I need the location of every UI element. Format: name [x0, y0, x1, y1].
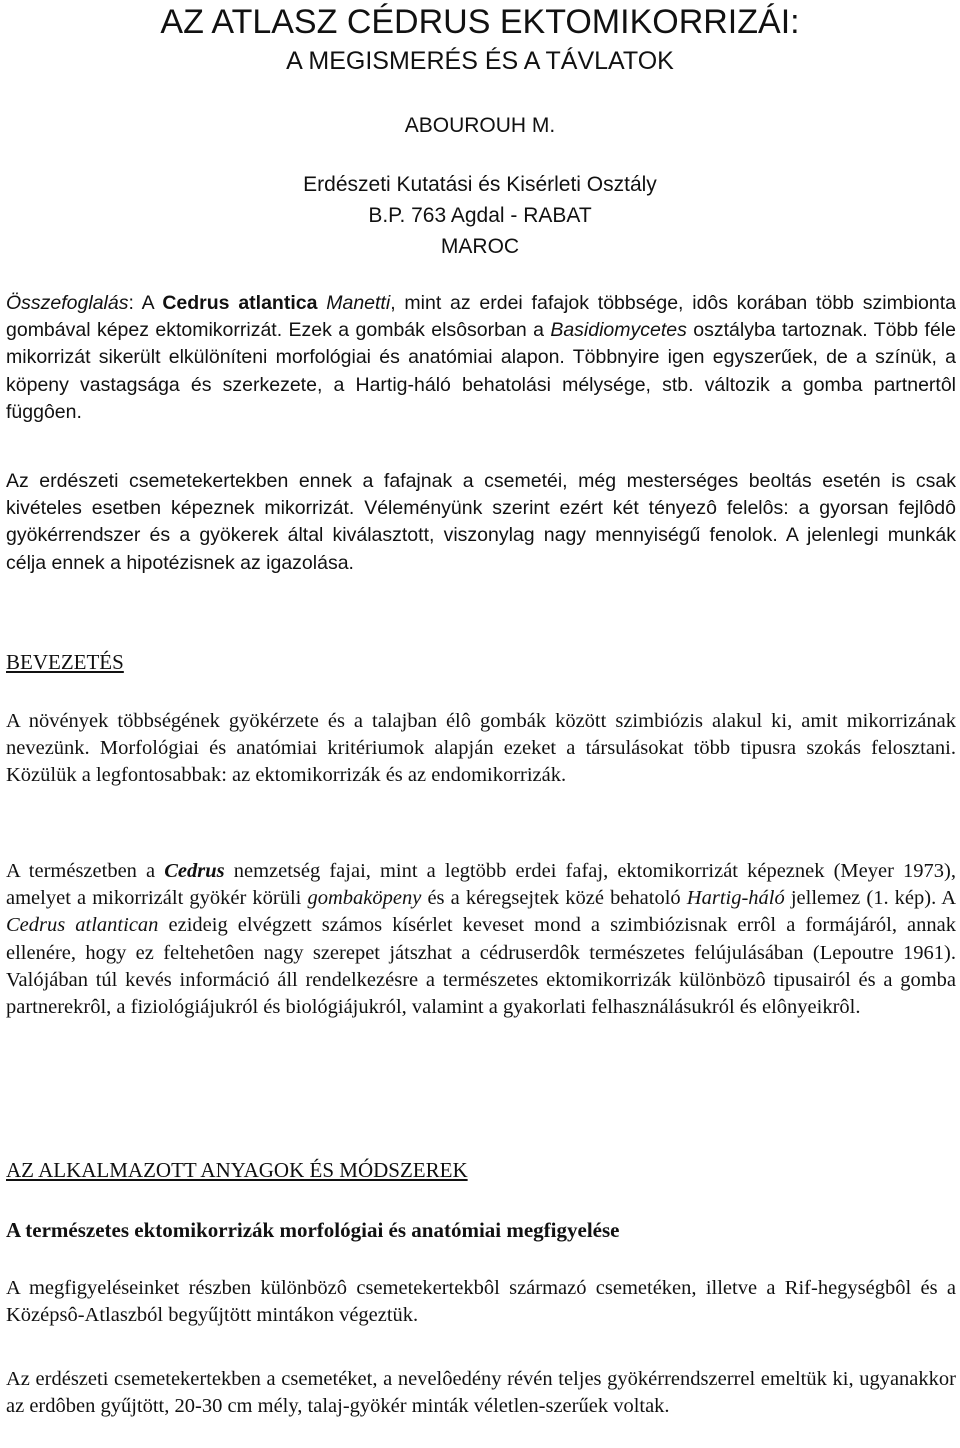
abstract-paragraph-2: Az erdészeti csemetekertekben ennek a fafajnak a csemetéi, még mesterséges beoltás esetén is csak kivételes esetben képeznek mikorrizát. Véleményünk szerint ezért két tényezô felelôs: a gyorsan fejlôdô gyökérrendszer és a gyökerek által kiválasztott, viszonylag nagy mennyiségű fenolok. A jelenlegi munkák célja ennek a hipotézisnek az igazolása. [6, 470, 956, 574]
term-gombakopeny: gombaköpeny [307, 887, 422, 910]
title-line-2: A MEGISMERÉS ÉS A TÁVLATOK [286, 47, 674, 75]
term-hartig: Hartig-háló [686, 887, 785, 910]
section-heading-intro: BEVEZETÉS [6, 650, 124, 674]
abstract-label: Összefoglalás [6, 292, 129, 314]
intro-paragraph-1: A növények többségének gyökérzete és a talajban élô gombák között szimbiózis alakul ki, amit mikorrizának nevezünk. Morfológiai és anatómiai kritériumok alapján ezeket a társulásokat több tipusra szokás felosztani. Közülük a legfontosabbak: az ektomikorrizák és az endomikorrizák. [6, 710, 956, 787]
section-heading-methods: AZ ALKALMAZOTT ANYAGOK ÉS MÓDSZEREK [6, 1158, 468, 1182]
intro-paragraph-2: A természetben a Cedrus nemzetség fajai, mint a legtöbb erdei fafaj, ektomikorrizát képeznek (Meyer 1973), amelyet a mikorrizált gyökér körüli gombaköpeny és a kéregsejtek közé behatoló Hartig-háló jellemez (1. kép). A Cedrus atlantican ezideig elvégzett számos kísérlet keveset mond a szimbiózisnak errôl a formájáról, annak ellenére, hogy ez feltehetôen nagy szerepet játszhat a cédruserdôk természetes felújulásában (Lepoutre 1961). Valójában túl kevés információ áll rendelkezésre a természetes ektomikorrizák különbözô tipusairól és a gomba partnerekrôl, a fiziológiájukról és biológiájukról, valamint a gyakorlati felhasználásukról és elônyeikrôl. [6, 860, 957, 1019]
affiliation-line-2: B.P. 763 Agdal - RABAT [368, 204, 592, 227]
abstract-paragraph: Összefoglalás: A Cedrus atlantica Manetti, mint az erdei fafajok többsége, idôs korában több szimbionta gombával képez ektomikorrizát. Ezek a gombák elsôsorban a Basidiomycetes osztályba tartoznak. Több féle mikorrizát sikerült elkülöníteni morfológiai és anatómiai alapon. Többnyire igen egyszerűek, de a színük, a köpeny vastagsága és szerkezete, a Hartig-háló behatolási mélysége, stb. változik a gomba partnertôl függôen. [6, 292, 957, 423]
author: ABOUROUH M. [404, 114, 556, 137]
methods-paragraph-1: A megfigyeléseinket részben különbözô csemetekertekbôl származó csemetéken, illetve a Rif-hegységbôl és a Középsô-Atlaszból begyűjtött mintákon végeztük. [6, 1277, 956, 1327]
affiliation-line-1: Erdészeti Kutatási és Kisérleti Osztály [303, 173, 657, 196]
author-name: Manetti [326, 292, 391, 314]
genus-name: Cedrus [164, 860, 225, 882]
subsection-heading: A természetes ektomikorrizák morfológiai és anatómiai megfigyelése [6, 1218, 620, 1242]
title-line-1: AZ ATLASZ CÉDRUS EKTOMIKORRIZÁI: [160, 3, 800, 41]
species-name: Cedrus atlantica [162, 292, 318, 314]
species-name-2: Cedrus atlantican [6, 914, 159, 937]
taxon-name: Basidiomycetes [550, 319, 687, 342]
methods-paragraph-2: Az erdészeti csemetekertekben a csemetéket, a nevelôedény révén teljes gyökérrendszerrel emeltük ki, ugyanakkor az erdôben gyűjtött, 20-30 cm mély, talaj-gyökér minták véletlen-szerűek voltak. [6, 1368, 956, 1418]
affiliation-line-3: MAROC [440, 235, 520, 258]
